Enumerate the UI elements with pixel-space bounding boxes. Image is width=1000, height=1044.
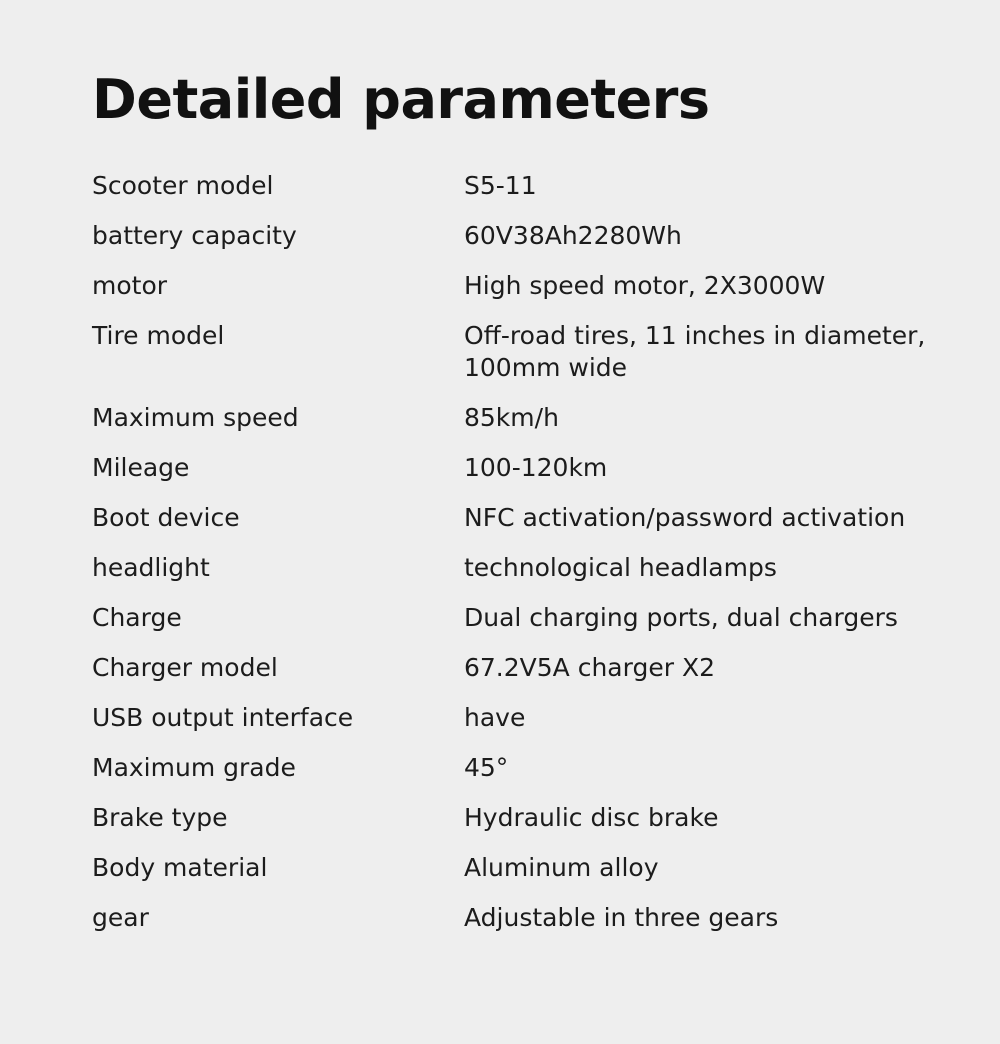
spec-label: motor bbox=[92, 271, 168, 301]
table-row bbox=[92, 893, 940, 943]
table-row bbox=[92, 743, 940, 793]
spec-label: Maximum speed bbox=[92, 403, 299, 433]
spec-label: USB output interface bbox=[92, 703, 354, 733]
spec-label: Maximum grade bbox=[92, 753, 296, 783]
specifications-table-body bbox=[92, 161, 940, 943]
table-row bbox=[92, 211, 940, 261]
spec-value: Aluminum alloy bbox=[464, 853, 659, 883]
spec-value: 67.2V5A charger X2 bbox=[464, 653, 715, 683]
spec-value: Dual charging ports, dual chargers bbox=[464, 603, 898, 633]
spec-label: Boot device bbox=[92, 503, 240, 533]
table-row bbox=[92, 493, 940, 543]
spec-label: battery capacity bbox=[92, 221, 297, 251]
table-row bbox=[92, 643, 940, 693]
spec-value: 45° bbox=[464, 753, 509, 783]
spec-label: Scooter model bbox=[92, 171, 274, 201]
spec-label: Charger model bbox=[92, 653, 278, 683]
spec-label: Charge bbox=[92, 603, 182, 633]
table-row bbox=[92, 443, 940, 493]
spec-label: Tire model bbox=[92, 321, 225, 351]
spec-value: Adjustable in three gears bbox=[464, 903, 779, 933]
table-row bbox=[92, 393, 940, 443]
spec-value: 85km/h bbox=[464, 403, 559, 433]
spec-label: Mileage bbox=[92, 453, 190, 483]
spec-value: Off-road tires, 11 inches in diameter, 100mm wide bbox=[464, 321, 926, 383]
spec-value: S5-11 bbox=[464, 171, 537, 201]
spec-label: Brake type bbox=[92, 803, 228, 833]
table-row bbox=[92, 843, 940, 893]
spec-value: 100-120km bbox=[464, 453, 608, 483]
spec-value: 60V38Ah2280Wh bbox=[464, 221, 682, 251]
spec-value: High speed motor, 2X3000W bbox=[464, 271, 826, 301]
specifications-table bbox=[92, 161, 940, 943]
spec-label: headlight bbox=[92, 553, 210, 583]
spec-label: Body material bbox=[92, 853, 268, 883]
table-row bbox=[92, 593, 940, 643]
table-row bbox=[92, 543, 940, 593]
spec-label: gear bbox=[92, 903, 149, 933]
table-row bbox=[92, 161, 940, 211]
spec-value: Hydraulic disc brake bbox=[464, 803, 719, 833]
table-row bbox=[92, 693, 940, 743]
spec-value: NFC activation/password activation bbox=[464, 503, 906, 533]
page-title: Detailed parameters bbox=[92, 68, 710, 131]
table-row bbox=[92, 793, 940, 843]
table-row bbox=[92, 311, 940, 393]
table-row bbox=[92, 261, 940, 311]
spec-value: have bbox=[464, 703, 526, 733]
spec-value: technological headlamps bbox=[464, 553, 777, 583]
